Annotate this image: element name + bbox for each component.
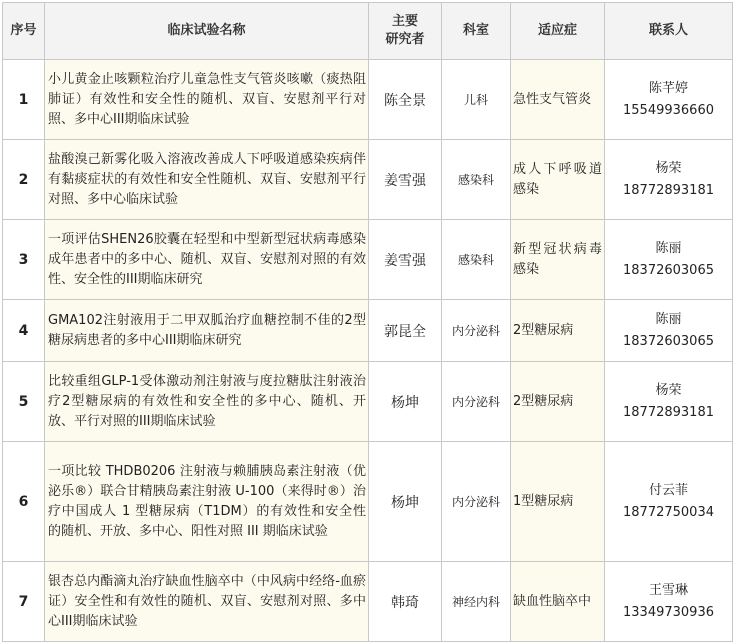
table-row <box>3 562 733 642</box>
principal-investigator: 杨坤 <box>369 362 442 442</box>
principal-investigator: 陈全景 <box>369 60 442 140</box>
contact-name: 付云菲 <box>648 482 688 498</box>
trial-name: 盐酸溴己新雾化吸入溶液改善成人下呼吸道感染疾病伴有黏痰症状的有效性和安全性随机、双盲、安慰剂平行对照、多中心临床试验 <box>45 140 369 220</box>
department: 内分泌科 <box>442 442 511 562</box>
table-row <box>3 300 733 362</box>
contact-phone: 18772750034 <box>623 504 714 520</box>
trial-name: 一项比较 THDB0206 注射液与赖脯胰岛素注射液（优泌乐®）联合甘精胰岛素注射液 U-100（来得时®）治疗中国成人 1 型糖尿病（T1DM）的有效性和安全性 的随机、开放、多中心、阳性对照 III 期临床试验 <box>45 442 369 562</box>
clinical-trials-table <box>2 2 733 642</box>
row-index: 4 <box>3 300 45 362</box>
indication: 新型冠状病毒感染 <box>511 220 605 300</box>
indication: 1型糖尿病 <box>511 442 605 562</box>
table-row <box>3 140 733 220</box>
row-index: 7 <box>3 562 45 642</box>
contact-name: 杨荣 <box>655 382 682 398</box>
trial-name: 小儿黄金止咳颗粒治疗儿童急性支气管炎咳嗽（痰热阻肺证）有效性和安全性的随机、双盲、安慰剂平行对照、多中心III期临床试验 <box>45 60 369 140</box>
contact-name: 王雪琳 <box>648 582 688 598</box>
department: 内分泌科 <box>442 300 511 362</box>
row-index: 6 <box>3 442 45 562</box>
table-header <box>3 3 733 60</box>
indication: 急性支气管炎 <box>511 60 605 140</box>
principal-investigator: 韩琦 <box>369 562 442 642</box>
header-contact: 联系人 <box>605 3 733 60</box>
department: 内分泌科 <box>442 362 511 442</box>
header-row <box>3 3 733 60</box>
contact <box>605 60 733 140</box>
indication: 缺血性脑卒中 <box>511 562 605 642</box>
table-row <box>3 442 733 562</box>
trial-name: 一项评估SHEN26胶囊在轻型和中型新型冠状病毒感染成年患者中的多中心、随机、双盲、安慰剂对照的有效性、安全性的III期临床研究 <box>45 220 369 300</box>
indication: 2型糖尿病 <box>511 300 605 362</box>
header-indication: 适应症 <box>511 3 605 60</box>
trial-name: 比较重组GLP-1受体激动剂注射液与度拉糖肽注射液治疗2型糖尿病的有效性和安全性的多中心、随机、开放、平行对照的III期临床试验 <box>45 362 369 442</box>
contact-phone: 18772893181 <box>623 404 714 420</box>
contact-name: 陈芊婷 <box>648 80 688 96</box>
header-principal-investigator <box>369 3 442 60</box>
department: 儿科 <box>442 60 511 140</box>
contact-phone: 15549936660 <box>623 102 714 118</box>
contact-phone: 18372603065 <box>623 333 714 349</box>
contact <box>605 300 733 362</box>
header-pi-line2: 研究者 <box>385 32 425 47</box>
contact <box>605 220 733 300</box>
contact-phone: 13349730936 <box>623 604 714 620</box>
header-pi-line1: 主要 <box>391 14 418 29</box>
row-index: 3 <box>3 220 45 300</box>
trial-name: 银杏总内酯滴丸治疗缺血性脑卒中（中风病中经络-血瘀证）安全性和有效性的随机、双盲、安慰剂对照、多中心III期临床试验 <box>45 562 369 642</box>
header-index: 序号 <box>3 3 45 60</box>
contact <box>605 562 733 642</box>
contact-name: 杨荣 <box>655 160 682 176</box>
header-department: 科室 <box>442 3 511 60</box>
contact-name: 陈丽 <box>655 311 682 327</box>
row-index: 1 <box>3 60 45 140</box>
row-index: 2 <box>3 140 45 220</box>
table-row <box>3 60 733 140</box>
row-index: 5 <box>3 362 45 442</box>
table-row <box>3 362 733 442</box>
trial-name: GMA102注射液用于二甲双胍治疗血糖控制不佳的2型糖尿病患者的多中心III期临床研究 <box>45 300 369 362</box>
contact <box>605 442 733 562</box>
table-body <box>3 60 733 642</box>
department: 神经内科 <box>442 562 511 642</box>
contact-phone: 18772893181 <box>623 182 714 198</box>
contact <box>605 140 733 220</box>
indication: 2型糖尿病 <box>511 362 605 442</box>
principal-investigator: 姜雪强 <box>369 140 442 220</box>
contact <box>605 362 733 442</box>
principal-investigator: 杨坤 <box>369 442 442 562</box>
department: 感染科 <box>442 140 511 220</box>
principal-investigator: 郭昆全 <box>369 300 442 362</box>
principal-investigator: 姜雪强 <box>369 220 442 300</box>
department: 感染科 <box>442 220 511 300</box>
indication: 成人下呼吸道感染 <box>511 140 605 220</box>
table-row <box>3 220 733 300</box>
header-trial-name: 临床试验名称 <box>45 3 369 60</box>
contact-phone: 18372603065 <box>623 262 714 278</box>
contact-name: 陈丽 <box>655 240 682 256</box>
